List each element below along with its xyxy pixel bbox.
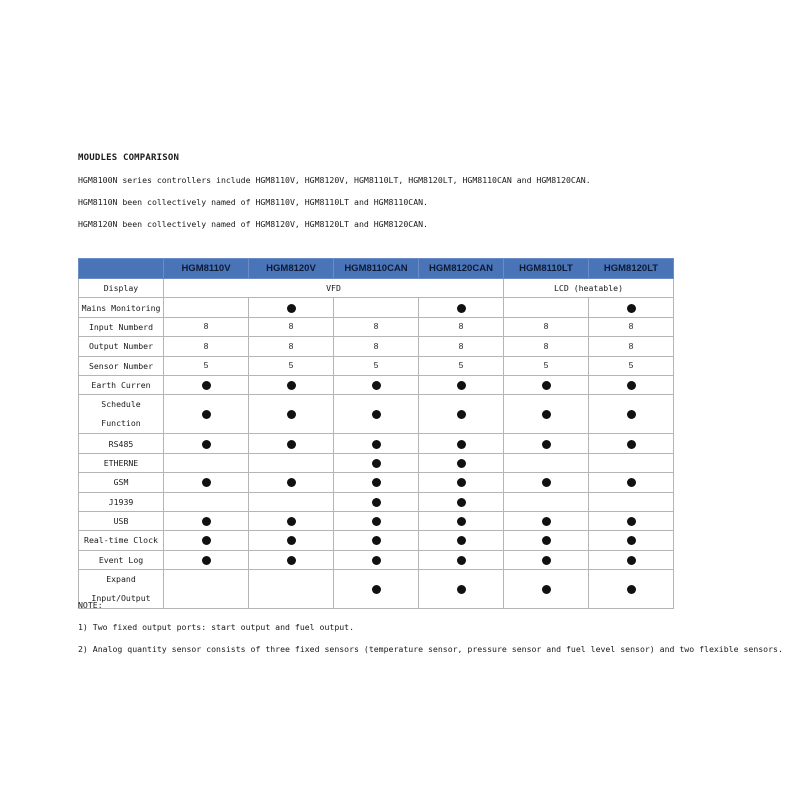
supported-dot-icon (202, 556, 211, 565)
row-label (79, 395, 164, 434)
table-row (79, 453, 674, 472)
supported-dot-icon (542, 556, 551, 565)
empty-cell (164, 453, 249, 472)
supported-dot-icon (627, 304, 636, 313)
supported-dot-icon (627, 478, 636, 487)
feature-cell (334, 570, 419, 609)
value-cell: 8 (589, 317, 674, 336)
column-header: HGM8120CAN (419, 259, 504, 279)
feature-cell (589, 473, 674, 492)
value-cell: 8 (504, 317, 589, 336)
row-label-line: Input/Output (91, 593, 151, 604)
row-label: RS485 (79, 434, 164, 453)
table-row (79, 375, 674, 394)
supported-dot-icon (457, 459, 466, 468)
value-cell: 8 (504, 337, 589, 356)
feature-cell (164, 511, 249, 530)
table-header-row (79, 259, 674, 279)
row-label: Real-time Clock (79, 531, 164, 550)
feature-cell (334, 473, 419, 492)
value-cell: 8 (249, 317, 334, 336)
feature-cell (334, 492, 419, 511)
section-heading: MOUDLES COMPARISON (78, 153, 180, 163)
feature-cell (419, 492, 504, 511)
value-cell: 5 (334, 356, 419, 375)
row-label: J1939 (79, 492, 164, 511)
feature-cell (504, 550, 589, 569)
feature-cell (249, 395, 334, 434)
empty-cell (249, 453, 334, 472)
table-row (79, 531, 674, 550)
table-row (79, 492, 674, 511)
supported-dot-icon (287, 517, 296, 526)
feature-cell (419, 453, 504, 472)
empty-cell (504, 492, 589, 511)
hgm8120n-paragraph: HGM8120N been collectively named of HGM8120V, HGM8120LT and HGM8120CAN. (78, 219, 428, 229)
supported-dot-icon (202, 478, 211, 487)
feature-cell (589, 375, 674, 394)
supported-dot-icon (627, 536, 636, 545)
column-header: HGM8110LT (504, 259, 589, 279)
supported-dot-icon (287, 381, 296, 390)
feature-cell (419, 434, 504, 453)
row-label: Input Numberd (79, 317, 164, 336)
column-header: HGM8120V (249, 259, 334, 279)
feature-cell (249, 298, 334, 317)
feature-cell (419, 550, 504, 569)
empty-cell (589, 492, 674, 511)
table-row (79, 395, 674, 434)
column-header: HGM8110CAN (334, 259, 419, 279)
supported-dot-icon (542, 585, 551, 594)
table-row (79, 298, 674, 317)
supported-dot-icon (542, 536, 551, 545)
row-label: Display (79, 279, 164, 298)
supported-dot-icon (542, 381, 551, 390)
supported-dot-icon (627, 440, 636, 449)
supported-dot-icon (627, 585, 636, 594)
supported-dot-icon (202, 410, 211, 419)
feature-cell (334, 531, 419, 550)
feature-cell (419, 473, 504, 492)
feature-cell (589, 570, 674, 609)
feature-cell (419, 511, 504, 530)
supported-dot-icon (372, 440, 381, 449)
empty-cell (334, 298, 419, 317)
table-row (79, 356, 674, 375)
value-cell: 8 (164, 337, 249, 356)
supported-dot-icon (627, 517, 636, 526)
supported-dot-icon (202, 440, 211, 449)
feature-cell (249, 375, 334, 394)
supported-dot-icon (287, 410, 296, 419)
table-row (79, 550, 674, 569)
empty-cell (164, 298, 249, 317)
empty-cell (164, 570, 249, 609)
value-cell: 8 (334, 317, 419, 336)
supported-dot-icon (372, 585, 381, 594)
feature-cell (334, 453, 419, 472)
supported-dot-icon (457, 498, 466, 507)
row-label: Earth Curren (79, 375, 164, 394)
feature-cell (504, 434, 589, 453)
feature-cell (419, 395, 504, 434)
value-cell: 8 (249, 337, 334, 356)
row-label: Event Log (79, 550, 164, 569)
supported-dot-icon (372, 410, 381, 419)
row-label: GSM (79, 473, 164, 492)
row-label: Mains Monitoring (79, 298, 164, 317)
supported-dot-icon (372, 536, 381, 545)
empty-cell (589, 453, 674, 472)
row-label: Sensor Number (79, 356, 164, 375)
supported-dot-icon (287, 304, 296, 313)
empty-cell (504, 453, 589, 472)
table-row (79, 570, 674, 609)
feature-cell (334, 550, 419, 569)
supported-dot-icon (202, 381, 211, 390)
feature-cell (164, 375, 249, 394)
feature-cell (249, 550, 334, 569)
feature-cell (334, 434, 419, 453)
note-item: 2) Analog quantity sensor consists of three fixed sensors (temperature sensor, pressure sensor and fuel level sensor) and two flexible sensors. (78, 644, 783, 654)
column-header: HGM8110V (164, 259, 249, 279)
feature-cell (504, 570, 589, 609)
header-corner (79, 259, 164, 279)
feature-cell (249, 531, 334, 550)
feature-cell (164, 395, 249, 434)
feature-cell (504, 473, 589, 492)
table-row (79, 511, 674, 530)
column-header: HGM8120LT (589, 259, 674, 279)
display-vfd-cell: VFD (164, 279, 504, 298)
supported-dot-icon (542, 440, 551, 449)
table-row (79, 473, 674, 492)
row-label: ETHERNE (79, 453, 164, 472)
supported-dot-icon (457, 410, 466, 419)
feature-cell (419, 570, 504, 609)
value-cell: 8 (419, 337, 504, 356)
feature-cell (504, 531, 589, 550)
table-row (79, 317, 674, 336)
intro-paragraph: HGM8100N series controllers include HGM8110V, HGM8120V, HGM8110LT, HGM8120LT, HGM8110CAN and HGM8120CAN. (78, 175, 591, 185)
feature-cell (249, 511, 334, 530)
supported-dot-icon (457, 304, 466, 313)
supported-dot-icon (372, 478, 381, 487)
supported-dot-icon (372, 459, 381, 468)
row-label-line: Schedule (101, 399, 141, 410)
supported-dot-icon (457, 585, 466, 594)
table-row (79, 434, 674, 453)
table-row-display (79, 279, 674, 298)
supported-dot-icon (372, 556, 381, 565)
feature-cell (504, 511, 589, 530)
feature-cell (419, 298, 504, 317)
value-cell: 8 (334, 337, 419, 356)
row-label-line: Expand (106, 574, 136, 585)
feature-cell (419, 531, 504, 550)
feature-cell (164, 531, 249, 550)
supported-dot-icon (457, 381, 466, 390)
feature-cell (504, 395, 589, 434)
row-label-line: Function (101, 418, 141, 429)
value-cell: 8 (589, 337, 674, 356)
supported-dot-icon (287, 536, 296, 545)
feature-cell (164, 473, 249, 492)
supported-dot-icon (202, 536, 211, 545)
feature-cell (334, 511, 419, 530)
value-cell: 5 (419, 356, 504, 375)
value-cell: 8 (419, 317, 504, 336)
supported-dot-icon (287, 556, 296, 565)
supported-dot-icon (542, 478, 551, 487)
supported-dot-icon (627, 381, 636, 390)
feature-cell (589, 531, 674, 550)
value-cell: 5 (164, 356, 249, 375)
value-cell: 8 (164, 317, 249, 336)
supported-dot-icon (627, 556, 636, 565)
supported-dot-icon (202, 517, 211, 526)
feature-cell (589, 511, 674, 530)
empty-cell (504, 298, 589, 317)
value-cell: 5 (589, 356, 674, 375)
feature-cell (589, 298, 674, 317)
feature-cell (164, 434, 249, 453)
table-row (79, 337, 674, 356)
feature-cell (249, 434, 334, 453)
display-lcd-cell: LCD (heatable) (504, 279, 674, 298)
feature-cell (589, 550, 674, 569)
feature-cell (504, 375, 589, 394)
feature-cell (334, 375, 419, 394)
row-label: Output Number (79, 337, 164, 356)
value-cell: 5 (504, 356, 589, 375)
supported-dot-icon (457, 478, 466, 487)
supported-dot-icon (457, 536, 466, 545)
supported-dot-icon (372, 498, 381, 507)
supported-dot-icon (287, 478, 296, 487)
supported-dot-icon (542, 517, 551, 526)
value-cell: 5 (249, 356, 334, 375)
note-item: 1) Two fixed output ports: start output and fuel output. (78, 622, 355, 632)
modules-comparison-table (78, 258, 674, 609)
supported-dot-icon (542, 410, 551, 419)
feature-cell (589, 395, 674, 434)
empty-cell (249, 570, 334, 609)
supported-dot-icon (287, 440, 296, 449)
empty-cell (164, 492, 249, 511)
supported-dot-icon (457, 440, 466, 449)
note-title: NOTE: (78, 600, 103, 610)
feature-cell (164, 550, 249, 569)
supported-dot-icon (457, 556, 466, 565)
supported-dot-icon (627, 410, 636, 419)
row-label: USB (79, 511, 164, 530)
feature-cell (334, 395, 419, 434)
empty-cell (249, 492, 334, 511)
supported-dot-icon (457, 517, 466, 526)
supported-dot-icon (372, 381, 381, 390)
supported-dot-icon (372, 517, 381, 526)
hgm8110n-paragraph: HGM8110N been collectively named of HGM8110V, HGM8110LT and HGM8110CAN. (78, 197, 428, 207)
feature-cell (589, 434, 674, 453)
feature-cell (249, 473, 334, 492)
feature-cell (419, 375, 504, 394)
